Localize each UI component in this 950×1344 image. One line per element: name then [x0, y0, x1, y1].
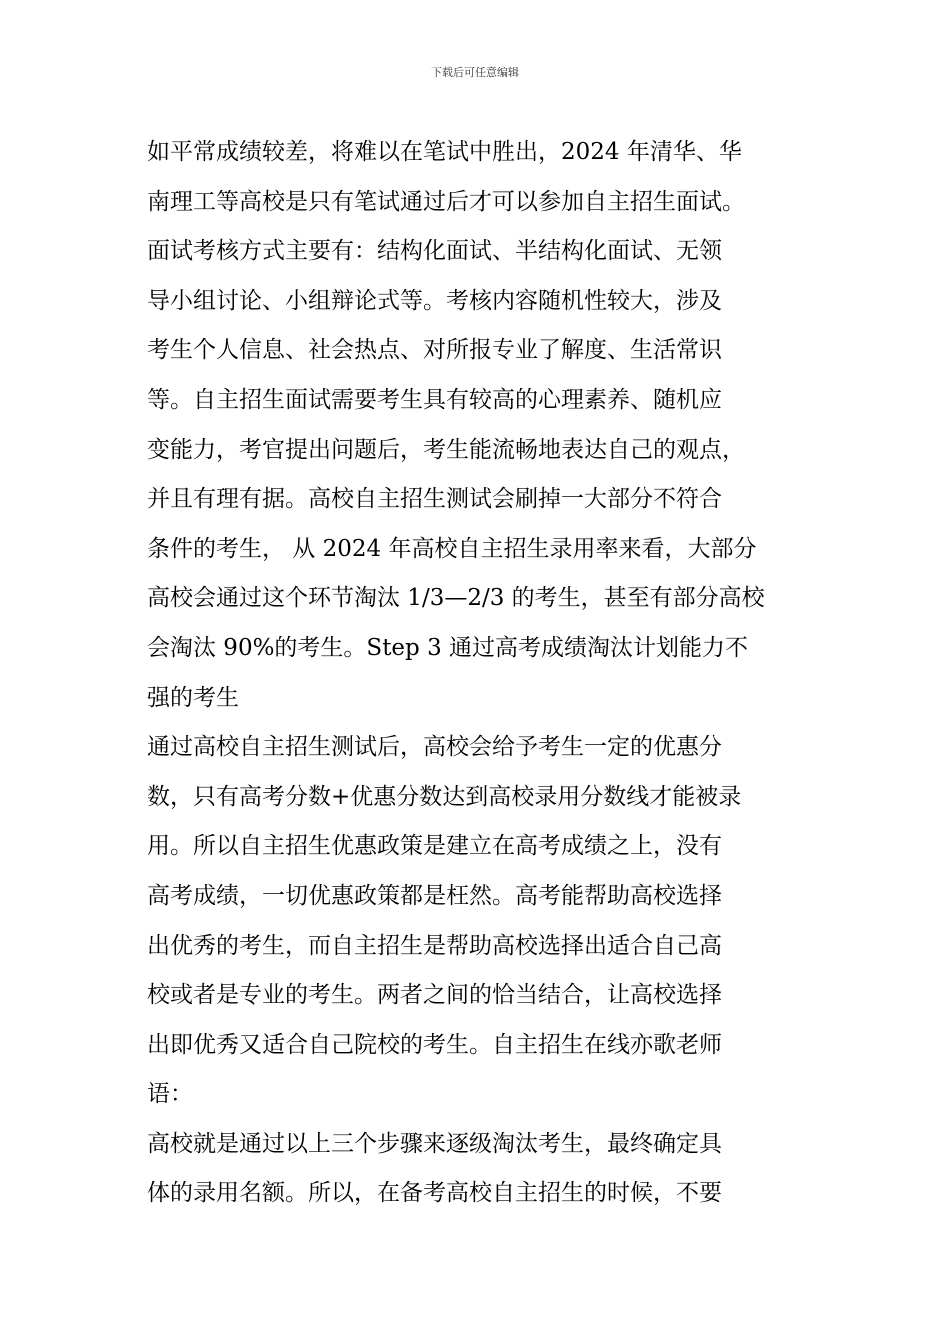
text-line: 语： [147, 1081, 193, 1108]
text-line: 强的考生 [147, 684, 239, 711]
text-line: 如平常成绩较差，将难以在笔试中胜出，2024 年清华、华 [147, 139, 742, 165]
text-line: 面试考核方式主要有：结构化面试、半结构化面试、无领 [147, 238, 722, 265]
text-line: 高考成绩，一切优惠政策都是枉然。高考能帮助高校选择 [147, 882, 722, 909]
text-line: 体的录用名额。所以，在备考高校自主招生的时候，不要 [147, 1180, 722, 1207]
text-line: 高校会通过这个环节淘汰 1/3—2/3 的考生，甚至有部分高校 [147, 585, 765, 612]
text-line: 会淘汰 90%的考生。Step 3 通过高考成绩淘汰计划能力不 [147, 634, 749, 661]
text-line: 并且有理有据。高校自主招生测试会刷掉一大部分不符合 [147, 486, 722, 513]
text-line: 出即优秀又适合自己院校的考生。自主招生在线亦歌老师 [147, 1031, 722, 1058]
text-line: 变能力，考官提出问题后，考生能流畅地表达自己的观点， [147, 436, 745, 463]
document-body [147, 128, 815, 1219]
text-line: 数，只有高考分数+优惠分数达到高校录用分数线才能被录 [147, 783, 742, 810]
text-line: 考生个人信息、社会热点、对所报专业了解度、生活常识 [147, 337, 722, 364]
text-line: 条件的考生， 从 2024 年高校自主招生录用率来看，大部分 [147, 535, 757, 562]
text-line: 校或者是专业的考生。两者之间的恰当结合，让高校选择 [147, 982, 722, 1009]
page-header: 下载后可任意编辑 [431, 66, 519, 79]
text-line: 导小组讨论、小组辩论式等。考核内容随机性较大，涉及 [147, 287, 722, 314]
text-line: 等。自主招生面试需要考生具有较高的心理素养、随机应 [147, 386, 722, 413]
text-line: 通过高校自主招生测试后，高校会给予考生一定的优惠分 [147, 734, 722, 761]
text-line: 出优秀的考生，而自主招生是帮助高校选择出适合自己高 [147, 932, 722, 959]
text-line: 用。所以自主招生优惠政策是建立在高考成绩之上，没有 [147, 833, 722, 860]
text-line: 高校就是通过以上三个步骤来逐级淘汰考生，最终确定具 [147, 1130, 722, 1157]
text-line: 南理工等高校是只有笔试通过后才可以参加自主招生面试。 [147, 188, 745, 215]
